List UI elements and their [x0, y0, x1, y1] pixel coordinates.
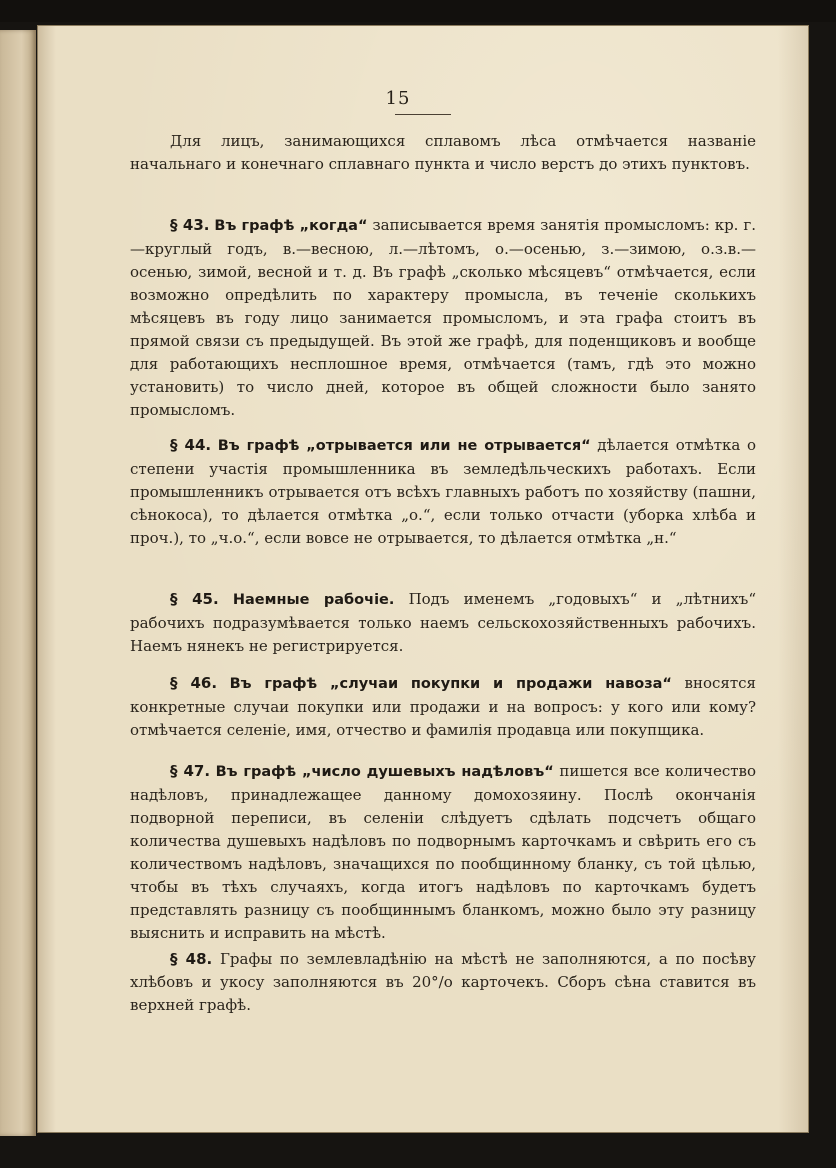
paragraph-43	[130, 214, 756, 422]
section-heading: Наемные рабочіе.	[232, 592, 395, 608]
section-heading: Въ графѣ „когда“	[214, 218, 368, 234]
section-number: § 48.	[170, 950, 213, 968]
paragraph-44	[130, 434, 756, 550]
paragraph-text: Графы по землевладѣнію на мѣстѣ не заполняются, а по посѣву хлѣбовъ и укосу заполняются въ 20°/о карточекъ. Сборъ сѣна ставится въ верхней графѣ.	[130, 950, 757, 1014]
section-number: § 45.	[170, 590, 219, 608]
paragraph-46	[130, 672, 756, 742]
paragraph-text: дѣлается отмѣтка о степени участія промышленника въ земледѣльческихъ работахъ. Если промышленникъ отрывается отъ всѣхъ главныхъ работъ по хозяйству (пашни, сѣнокоса), то дѣлается отмѣтка „о.“, если только отчасти (уборка хлѣба и проч.), то „ч.о.“, если вовсе не отрывается, то дѣлается отмѣтка „н.“	[130, 436, 756, 547]
paragraph-text: пишется все количество надѣловъ, принадлежащее данному домохозяину. Послѣ окончанія подворной переписи, въ селеніи слѣдуетъ сдѣлать подсчетъ общаго количества душевыхъ надѣловъ по подворнымъ карточкамъ и свѣрить его съ количествомъ надѣловъ, значащихся по пообщинному бланку, съ той цѣлью, чтобы въ тѣхъ случаяхъ, когда итогъ надѣловъ по карточкамъ будетъ представлять разницу съ пообщиннымъ бланкомъ, можно было эту разницу выяснить и исправить на мѣстѣ.	[130, 762, 757, 942]
section-number: § 46.	[170, 674, 218, 692]
paragraph-text: записывается время занятія промысломъ: кр. г.—круглый годъ, в.—весною, л.—лѣтомъ, о.—осенью, з.—зимою, о.з.в.—осенью, зимой, весной и т. д. Въ графѣ „сколько мѣсяцевъ“ отмѣчается, если возможно опредѣлить по характеру промысла, въ теченіе сколькихъ мѣсяцевъ въ году лицо занимается промысломъ, и эта графа стоитъ въ прямой связи съ предыдущей. Въ этой же графѣ, для поденщиковъ и вообще для работающихъ несплошное время, отмѣчается (тамъ, гдѣ это можно установить) то число дней, которое въ общей сложности было занято промысломъ.	[130, 216, 756, 419]
book-page	[38, 26, 808, 1132]
paragraph-45	[130, 588, 756, 658]
paragraph-text: Для лицъ, занимающихся сплавомъ лѣса отмѣчается названіе начальнаго и конечнаго сплавнаго пункта и число верстъ до этихъ пунктовъ.	[130, 132, 756, 173]
paragraph-47	[130, 760, 756, 945]
section-number: § 43.	[170, 216, 210, 234]
paragraph-text: вносятся конкретные случаи покупки или продажи и на вопросъ: у кого или кому? отмѣчается селеніе, имя, отчество и фамилія продавца или покупщика.	[130, 674, 756, 739]
page-number: 15	[385, 88, 411, 109]
facing-page-edge	[0, 30, 36, 1136]
paragraph-intro	[130, 130, 756, 176]
section-heading: Въ графѣ „число душевыхъ надѣловъ“	[215, 764, 554, 780]
section-number: § 44.	[170, 436, 212, 454]
section-heading: Въ графѣ „отрывается или не отрывается“	[217, 438, 591, 454]
page-number-rule	[395, 114, 451, 115]
section-number: § 47.	[170, 762, 211, 780]
section-heading: Въ графѣ „случаи покупки и продажи навоза“	[229, 676, 672, 692]
scan-background	[0, 0, 836, 22]
paragraph-text: Подъ именемъ „годовыхъ“ и „лѣтнихъ“ рабочихъ подразумѣвается только наемъ сельскохозяйственныхъ рабочихъ. Наемъ нянекъ не регистрируется.	[130, 590, 756, 655]
paragraph-48	[130, 948, 756, 1017]
